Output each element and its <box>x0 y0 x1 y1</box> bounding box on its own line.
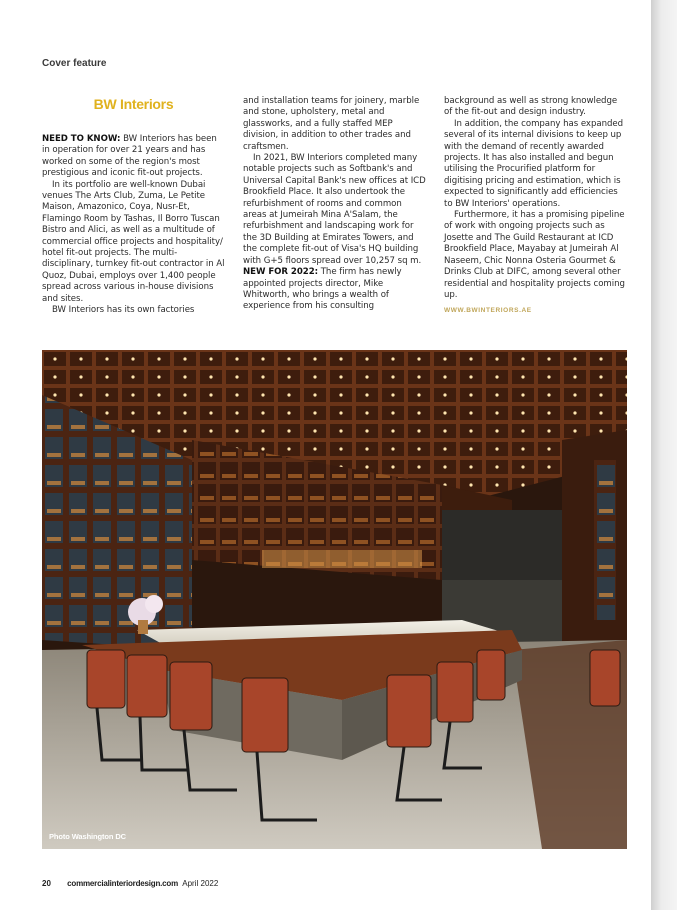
paragraph-text: The firm has newly appointed projects director, Mike Whitworth, who brings a wealth of experience from his consulting <box>243 267 402 312</box>
paragraph <box>243 267 426 313</box>
paragraph: and installation teams for joinery, marble and stone, upholstery, metal and glassworks, and a fully staffed MEP division, in addition to other trades and craftsmen. <box>243 96 420 152</box>
lead-in: NEED TO KNOW: <box>42 134 121 144</box>
article-headline: BW Interiors <box>93 96 174 112</box>
footer-date: April 2022 <box>182 879 219 888</box>
website-link[interactable]: WWW.BWINTERIORS.AE <box>444 307 532 315</box>
page-footer <box>42 879 218 888</box>
paragraph: background as well as strong knowledge of the fit-out and design industry. <box>444 96 618 118</box>
paragraph: Furthermore, it has a promising pipeline of work with ongoing projects such as Josette and The Guild Restaurant at ICD Brookfield Place, Mayabay at Jumeirah Al Naseem, Chic Nonna Osteria Gourmet & Drinks Club at DIFC, among several other residential and hospitality projects coming up. <box>444 210 625 300</box>
lead-in: NEW FOR 2022: <box>243 267 319 278</box>
section-label: Cover feature <box>42 58 107 69</box>
paragraph-text: BW Interiors has been in operation for over 21 years and has worked on some of the region's most prestigious and iconic fit-out projects. <box>42 134 217 179</box>
paragraph: In 2021, BW Interiors completed many notable projects such as Softbank's and Universal Capital Bank's new offices at ICD Brookfield Place. It also undertook the refurbishment of rooms and common areas at Jumeirah Mina A'Salam, the refurbishment and landscaping work for the 3D Building at Emirates Towers, and the complete fit-out of Visa's HQ building with G+5 floors spread over 10,257 sq m. <box>243 153 426 266</box>
paragraph: BW Interiors has its own factories <box>52 305 195 316</box>
footer-site[interactable]: commercialinteriordesign.com <box>67 879 179 888</box>
page-edge-shadow <box>651 0 677 910</box>
paragraph: In addition, the company has expanded several of its internal divisions to keep up with the demand of recently awarded projects. It has also installed and begun utilising the Procurified platform for digitising pricing and estimation, which is expected to significantly add efficiencies to BW Interiors' operations. <box>444 118 624 209</box>
text-column-1 <box>42 96 225 317</box>
photo-credit: Photo Washington DC <box>49 832 126 841</box>
page-number: 20 <box>42 879 51 888</box>
text-column-2 <box>243 96 426 313</box>
text-column-3 <box>444 96 627 317</box>
paragraph <box>42 134 225 180</box>
photo-illustration <box>42 350 627 849</box>
restaurant-interior-photo <box>42 350 627 849</box>
paragraph: In its portfolio are well-known Dubai venues The Arts Club, Zuma, Le Petite Maison, Amazonico, Coya, Nusr-Et, Flamingo Room by Tashas, Il Borro Tuscan Bistro and Alici, as well as a multitude of commercial office projects and hospitality/ hotel fit-out projects. The multi-disciplinary, turnkey fit-out contractor in Al Quoz, Dubai, employs over 1,400 people spread across various in-house divisions and sites. <box>42 179 225 304</box>
